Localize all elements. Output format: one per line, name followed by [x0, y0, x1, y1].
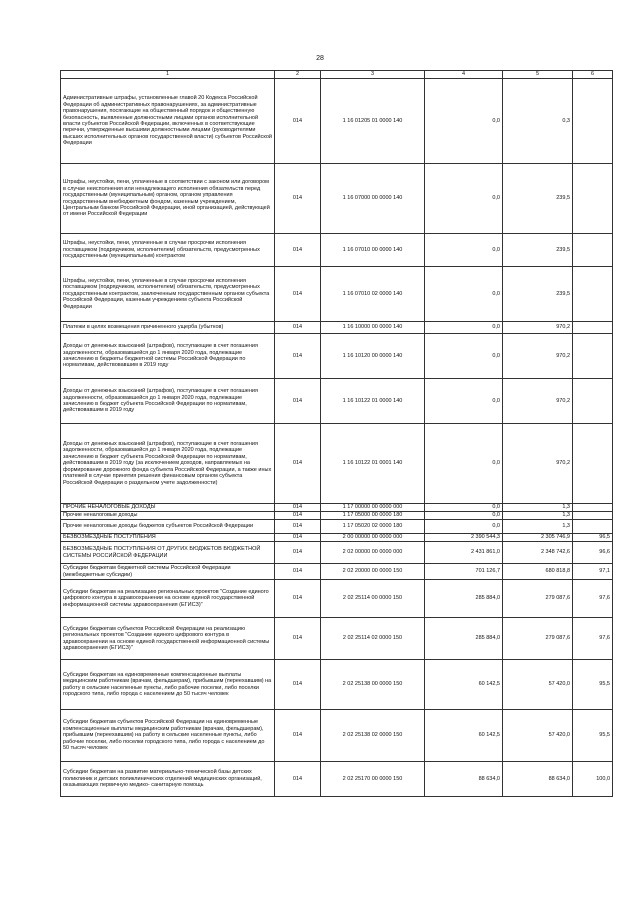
table-row: [61, 334, 613, 379]
row-percent-cell: [573, 79, 613, 164]
row-percent-cell: [573, 512, 613, 520]
table-row: [61, 504, 613, 512]
budget-revenue-table: [60, 70, 613, 797]
row-code-cell: 014: [275, 520, 321, 534]
row-percent-cell: [573, 424, 613, 504]
row-plan-cell: 285 884,0: [425, 618, 503, 660]
table-row: [61, 710, 613, 762]
table-row: [61, 564, 613, 580]
row-kbk-cell: 1 16 07010 00 0000 140: [321, 234, 425, 267]
table-row: [61, 580, 613, 618]
row-percent-cell: [573, 322, 613, 334]
row-code-cell: 014: [275, 710, 321, 762]
row-percent-cell: 95,5: [573, 660, 613, 710]
row-fact-cell: 1,3: [503, 520, 573, 534]
column-header: 3: [321, 71, 425, 79]
row-fact-cell: 680 818,8: [503, 564, 573, 580]
row-fact-cell: 970,2: [503, 379, 573, 424]
row-percent-cell: [573, 334, 613, 379]
row-kbk-cell: 1 16 07000 00 0000 140: [321, 164, 425, 234]
table-row: [61, 520, 613, 534]
table-row: [61, 379, 613, 424]
row-percent-cell: [573, 379, 613, 424]
row-name-cell: ПРОЧИЕ НЕНАЛОГОВЫЕ ДОХОДЫ: [61, 504, 275, 512]
row-name-cell: Субсидии бюджетам на реализацию региональных проектов "Создание единого цифрового контура в здравоохранении на основе единой государственной информационной системы здравоохранения (ЕГИСЗ)": [61, 580, 275, 618]
table-row: [61, 618, 613, 660]
row-code-cell: 014: [275, 762, 321, 797]
page-number: 28: [316, 55, 324, 62]
row-fact-cell: 279 087,6: [503, 580, 573, 618]
row-code-cell: 014: [275, 580, 321, 618]
column-header: 4: [425, 71, 503, 79]
row-kbk-cell: 2 02 25114 00 0000 150: [321, 580, 425, 618]
row-code-cell: 014: [275, 618, 321, 660]
row-name-cell: Доходы от денежных взысканий (штрафов), поступающие в счет погашения задолженности, образовавшейся до 1 января 2020 года, подлежащие зачислению в бюджет субъекта Российской Федерации по нормативам, действовавшим в 2019 году (за исключением доходов, направляемых на формирование дорожного фонда субъекта Российской Федерации, а также иных платежей в случае принятия решения финансовым органом субъекта Российской Федерации о раздельном учете задолженности): [61, 424, 275, 504]
row-percent-cell: 100,0: [573, 762, 613, 797]
row-code-cell: 014: [275, 504, 321, 512]
row-code-cell: 014: [275, 534, 321, 542]
row-percent-cell: 96,5: [573, 534, 613, 542]
row-plan-cell: 2 431 861,0: [425, 542, 503, 564]
row-percent-cell: [573, 520, 613, 534]
row-percent-cell: 97,1: [573, 564, 613, 580]
row-name-cell: Прочие неналоговые доходы: [61, 512, 275, 520]
row-plan-cell: 2 390 544,3: [425, 534, 503, 542]
row-kbk-cell: 1 16 10122 01 0000 140: [321, 379, 425, 424]
row-fact-cell: 0,3: [503, 79, 573, 164]
row-fact-cell: 2 348 742,6: [503, 542, 573, 564]
table-row: [61, 660, 613, 710]
table-row: [61, 164, 613, 234]
table-row: [61, 542, 613, 564]
table-row: [61, 234, 613, 267]
row-name-cell: Штрафы, неустойки, пени, уплаченные в случае просрочки исполнения поставщиком (подрядчиком, исполнителем) обязательств, предусмотренных государственным контрактом, заключенным государственным органом субъекта Российской Федерации, казенным учреждением субъекта Российской Федерации: [61, 267, 275, 322]
column-header: 5: [503, 71, 573, 79]
row-code-cell: 014: [275, 334, 321, 379]
row-kbk-cell: 2 02 25114 02 0000 150: [321, 618, 425, 660]
row-kbk-cell: 1 16 07010 02 0000 140: [321, 267, 425, 322]
table-row: [61, 424, 613, 504]
row-kbk-cell: 2 02 25170 00 0000 150: [321, 762, 425, 797]
row-kbk-cell: 1 17 05020 02 0000 180: [321, 520, 425, 534]
row-fact-cell: 970,2: [503, 334, 573, 379]
row-code-cell: 014: [275, 542, 321, 564]
row-percent-cell: [573, 267, 613, 322]
row-plan-cell: 0,0: [425, 504, 503, 512]
row-plan-cell: 0,0: [425, 520, 503, 534]
row-fact-cell: 970,2: [503, 322, 573, 334]
row-kbk-cell: 1 16 10122 01 0001 140: [321, 424, 425, 504]
row-fact-cell: 1,3: [503, 512, 573, 520]
table-row: [61, 534, 613, 542]
row-code-cell: 014: [275, 267, 321, 322]
row-fact-cell: 88 634,0: [503, 762, 573, 797]
row-fact-cell: 1,3: [503, 504, 573, 512]
row-name-cell: Штрафы, неустойки, пени, уплаченные в соответствии с законом или договором в случае неисполнения или ненадлежащего исполнения обязательств перед государственным (муниципальным) органом, органом управления государственным внебюджетным фондом, казенным учреждением, Центральным банком Российской Федерации, иной организацией, действующей от имени Российской Федерации: [61, 164, 275, 234]
row-percent-cell: 96,6: [573, 542, 613, 564]
row-name-cell: Прочие неналоговые доходы бюджетов субъектов Российской Федерации: [61, 520, 275, 534]
row-fact-cell: 279 087,6: [503, 618, 573, 660]
row-percent-cell: 97,6: [573, 618, 613, 660]
row-name-cell: БЕЗВОЗМЕЗДНЫЕ ПОСТУПЛЕНИЯ ОТ ДРУГИХ БЮДЖЕТОВ БЮДЖЕТНОЙ СИСТЕМЫ РОССИЙСКОЙ ФЕДЕРАЦИИ: [61, 542, 275, 564]
row-kbk-cell: 1 17 00000 00 0000 000: [321, 504, 425, 512]
row-code-cell: 014: [275, 234, 321, 267]
row-fact-cell: 970,2: [503, 424, 573, 504]
row-plan-cell: 60 142,5: [425, 660, 503, 710]
table-row: [61, 762, 613, 797]
row-plan-cell: 0,0: [425, 512, 503, 520]
row-percent-cell: [573, 164, 613, 234]
table-row: [61, 512, 613, 520]
row-percent-cell: 95,5: [573, 710, 613, 762]
row-code-cell: 014: [275, 564, 321, 580]
row-kbk-cell: 1 16 10000 00 0000 140: [321, 322, 425, 334]
row-name-cell: Субсидии бюджетам субъектов Российской Федерации на единовременные компенсационные выплаты медицинским работникам (врачам, фельдшерам), прибывшим (переехавшим) на работу в сельские населенные пункты, либо рабочие поселки, либо поселки городского типа, либо города с населением до 50 тысяч человек: [61, 710, 275, 762]
row-code-cell: 014: [275, 164, 321, 234]
row-name-cell: БЕЗВОЗМЕЗДНЫЕ ПОСТУПЛЕНИЯ: [61, 534, 275, 542]
row-plan-cell: 0,0: [425, 164, 503, 234]
row-plan-cell: 88 634,0: [425, 762, 503, 797]
row-name-cell: Субсидии бюджетам на развитие материально-технической базы детских поликлиник и детских поликлинических отделений медицинских организаций, оказывающих первичную медико- санитарную помощь: [61, 762, 275, 797]
row-code-cell: 014: [275, 512, 321, 520]
column-header: 2: [275, 71, 321, 79]
row-name-cell: Административные штрафы, установленные главой 20 Кодекса Российской Федерации об административных правонарушениях, за административные правонарушения, посягающие на общественный порядок и общественную безопасность, выявленные должностными лицами органов исполнительной власти субъектов Российской Федерации, включенных в соответствующие перечни, утвержденные высшими должностными лицами (руководителями высших исполнительных органов государственной власти) субъектов Российской Федерации: [61, 79, 275, 164]
row-code-cell: 014: [275, 660, 321, 710]
row-plan-cell: 0,0: [425, 267, 503, 322]
table-row: [61, 322, 613, 334]
row-fact-cell: 239,5: [503, 267, 573, 322]
row-plan-cell: 0,0: [425, 234, 503, 267]
row-plan-cell: 0,0: [425, 322, 503, 334]
row-plan-cell: 0,0: [425, 79, 503, 164]
row-percent-cell: [573, 504, 613, 512]
row-fact-cell: 57 420,0: [503, 710, 573, 762]
column-header: 6: [573, 71, 613, 79]
row-kbk-cell: 1 16 10120 00 0000 140: [321, 334, 425, 379]
row-percent-cell: 97,6: [573, 580, 613, 618]
table-row: [61, 79, 613, 164]
row-name-cell: Платежи в целях возмещения причиненного ущерба (убытков): [61, 322, 275, 334]
row-plan-cell: 0,0: [425, 379, 503, 424]
row-kbk-cell: 1 16 01205 01 0000 140: [321, 79, 425, 164]
row-code-cell: 014: [275, 379, 321, 424]
table-row: [61, 267, 613, 322]
row-name-cell: Доходы от денежных взысканий (штрафов), поступающие в счет погашения задолженности, образовавшейся до 1 января 2020 года, подлежащие зачислению в бюджет субъекта Российской Федерации по нормативам, действовавшим в 2019 году: [61, 379, 275, 424]
row-code-cell: 014: [275, 322, 321, 334]
row-fact-cell: 57 420,0: [503, 660, 573, 710]
row-kbk-cell: 2 02 25138 00 0000 150: [321, 660, 425, 710]
row-plan-cell: 0,0: [425, 334, 503, 379]
row-kbk-cell: 2 02 00000 00 0000 000: [321, 542, 425, 564]
row-name-cell: Субсидии бюджетам субъектов Российской Федерации на реализацию региональных проектов "Создание единого цифрового контура в здравоохранении на основе единой государственной информационной системы здравоохранения (ЕГИСЗ)": [61, 618, 275, 660]
row-plan-cell: 60 142,5: [425, 710, 503, 762]
row-kbk-cell: 1 17 05000 00 0000 180: [321, 512, 425, 520]
row-percent-cell: [573, 234, 613, 267]
row-kbk-cell: 2 00 00000 00 0000 000: [321, 534, 425, 542]
row-plan-cell: 0,0: [425, 424, 503, 504]
row-plan-cell: 701 126,7: [425, 564, 503, 580]
row-name-cell: Доходы от денежных взысканий (штрафов), поступающие в счет погашения задолженности, образовавшейся до 1 января 2020 года, подлежащие зачислению в бюджеты бюджетной системы Российской Федерации по нормативам, действовавшим в 2019 году: [61, 334, 275, 379]
row-name-cell: Штрафы, неустойки, пени, уплаченные в случае просрочки исполнения поставщиком (подрядчиком, исполнителем) обязательств, предусмотренных государственным (муниципальным) контрактом: [61, 234, 275, 267]
row-name-cell: Субсидии бюджетам бюджетной системы Российской Федерации (межбюджетные субсидии): [61, 564, 275, 580]
row-kbk-cell: 2 02 20000 00 0000 150: [321, 564, 425, 580]
table-header-row: [61, 71, 613, 79]
row-kbk-cell: 2 02 25138 02 0000 150: [321, 710, 425, 762]
column-header: 1: [61, 71, 275, 79]
row-name-cell: Субсидии бюджетам на единовременные компенсационные выплаты медицинским работникам (врачам, фельдшерам), прибывшим (переехавшим) на работу в сельские населенные пункты, либо рабочие поселки, либо поселки городского типа, либо города с населением до 50 тысяч человек: [61, 660, 275, 710]
row-fact-cell: 2 305 746,9: [503, 534, 573, 542]
row-plan-cell: 285 884,0: [425, 580, 503, 618]
row-fact-cell: 239,5: [503, 164, 573, 234]
row-code-cell: 014: [275, 79, 321, 164]
row-fact-cell: 239,5: [503, 234, 573, 267]
row-code-cell: 014: [275, 424, 321, 504]
